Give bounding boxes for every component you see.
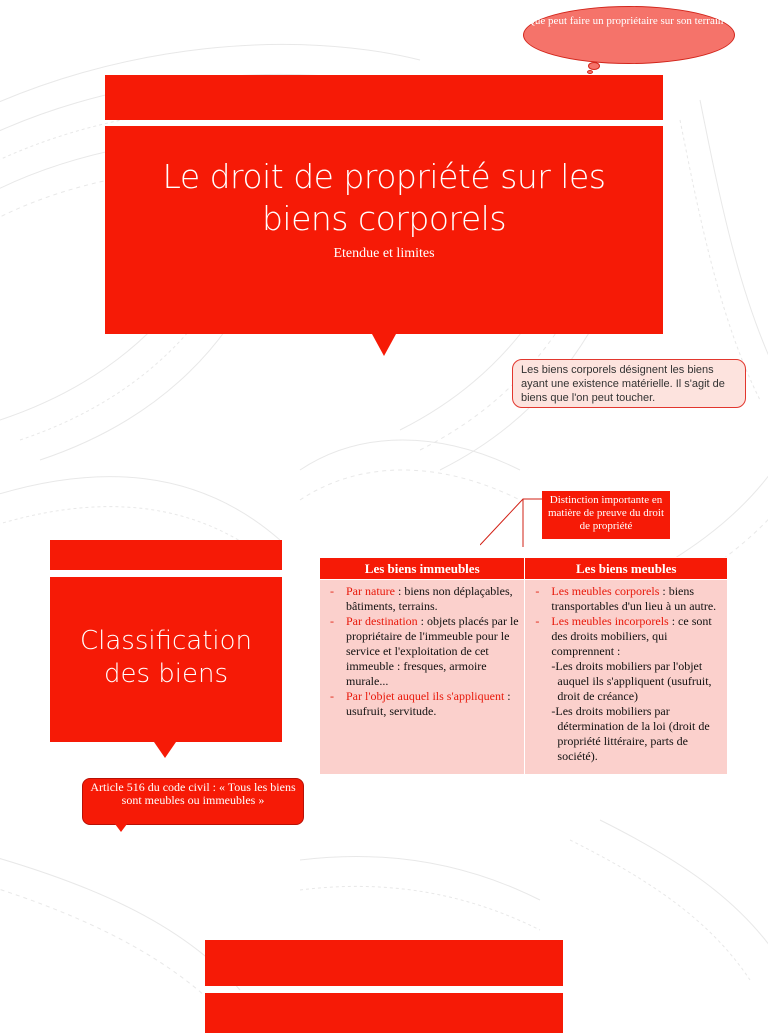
bubble-tail-dot-small — [587, 70, 593, 74]
section-title-line-2: des biens — [103, 659, 229, 689]
title-top-bar — [105, 75, 663, 120]
callout-connector — [480, 495, 546, 547]
classification-table — [319, 557, 728, 775]
proof-note: Distinction importante en matière de preuve du droit de propriété — [542, 491, 670, 539]
section-title-line-1: Classification — [79, 626, 253, 656]
title-box — [105, 126, 663, 334]
meubles-cell — [525, 580, 728, 775]
next-slide-title-box — [205, 993, 563, 1033]
subtitle: Etendue et limites — [333, 246, 435, 261]
list-item: - Par l'objet auquel ils s'appliquent : usufruit, servitude. — [324, 689, 520, 719]
sub-item: -Les droits mobiliers par l'objet auquel ils s'appliquent (usufruit, droit de créance) — [551, 659, 712, 703]
col-header-meubles: Les biens meubles — [525, 558, 728, 580]
section-pointer-arrow — [154, 742, 176, 758]
title-line-2: biens corporels — [261, 199, 507, 238]
article-note-tail — [115, 824, 127, 832]
definition-note: Les biens corporels désignent les biens ayant une existence matérielle. Il s'agit de biens que l'on peut toucher. — [512, 359, 746, 408]
page-title — [105, 156, 663, 240]
list-item: - Les meubles incorporels : ce sont des droits mobiliers, qui comprennent : — [529, 614, 723, 659]
section-title — [50, 625, 282, 691]
list-item: - Par nature : biens non déplaçables, bâtiments, terrains. — [324, 584, 520, 614]
next-slide-top-bar — [205, 940, 563, 986]
immeubles-cell — [320, 580, 525, 775]
title-pointer-arrow — [372, 334, 396, 356]
section-top-bar — [50, 540, 282, 570]
list-item: - Les meubles corporels : biens transportables d'un lieu à un autre. — [529, 584, 723, 614]
sub-item: -Les droits mobiliers par détermination de la loi (droit de propriété littéraire, parts de société). — [551, 704, 710, 763]
col-header-immeubles: Les biens immeubles — [320, 558, 525, 580]
section-title-box — [50, 577, 282, 742]
article-note: Article 516 du code civil : « Tous les biens sont meubles ou immeubles » — [82, 778, 304, 825]
title-line-1: Le droit de propriété sur les — [162, 157, 606, 196]
list-item: - Par destination : objets placés par le propriétaire de l'immeuble pour le service et l'exploitation de cet immeuble : fresques, armoire murale... — [324, 614, 520, 689]
question-bubble: Que peut faire un propriétaire sur son terrain ? — [523, 6, 735, 64]
bubble-tail-dot — [588, 62, 600, 70]
